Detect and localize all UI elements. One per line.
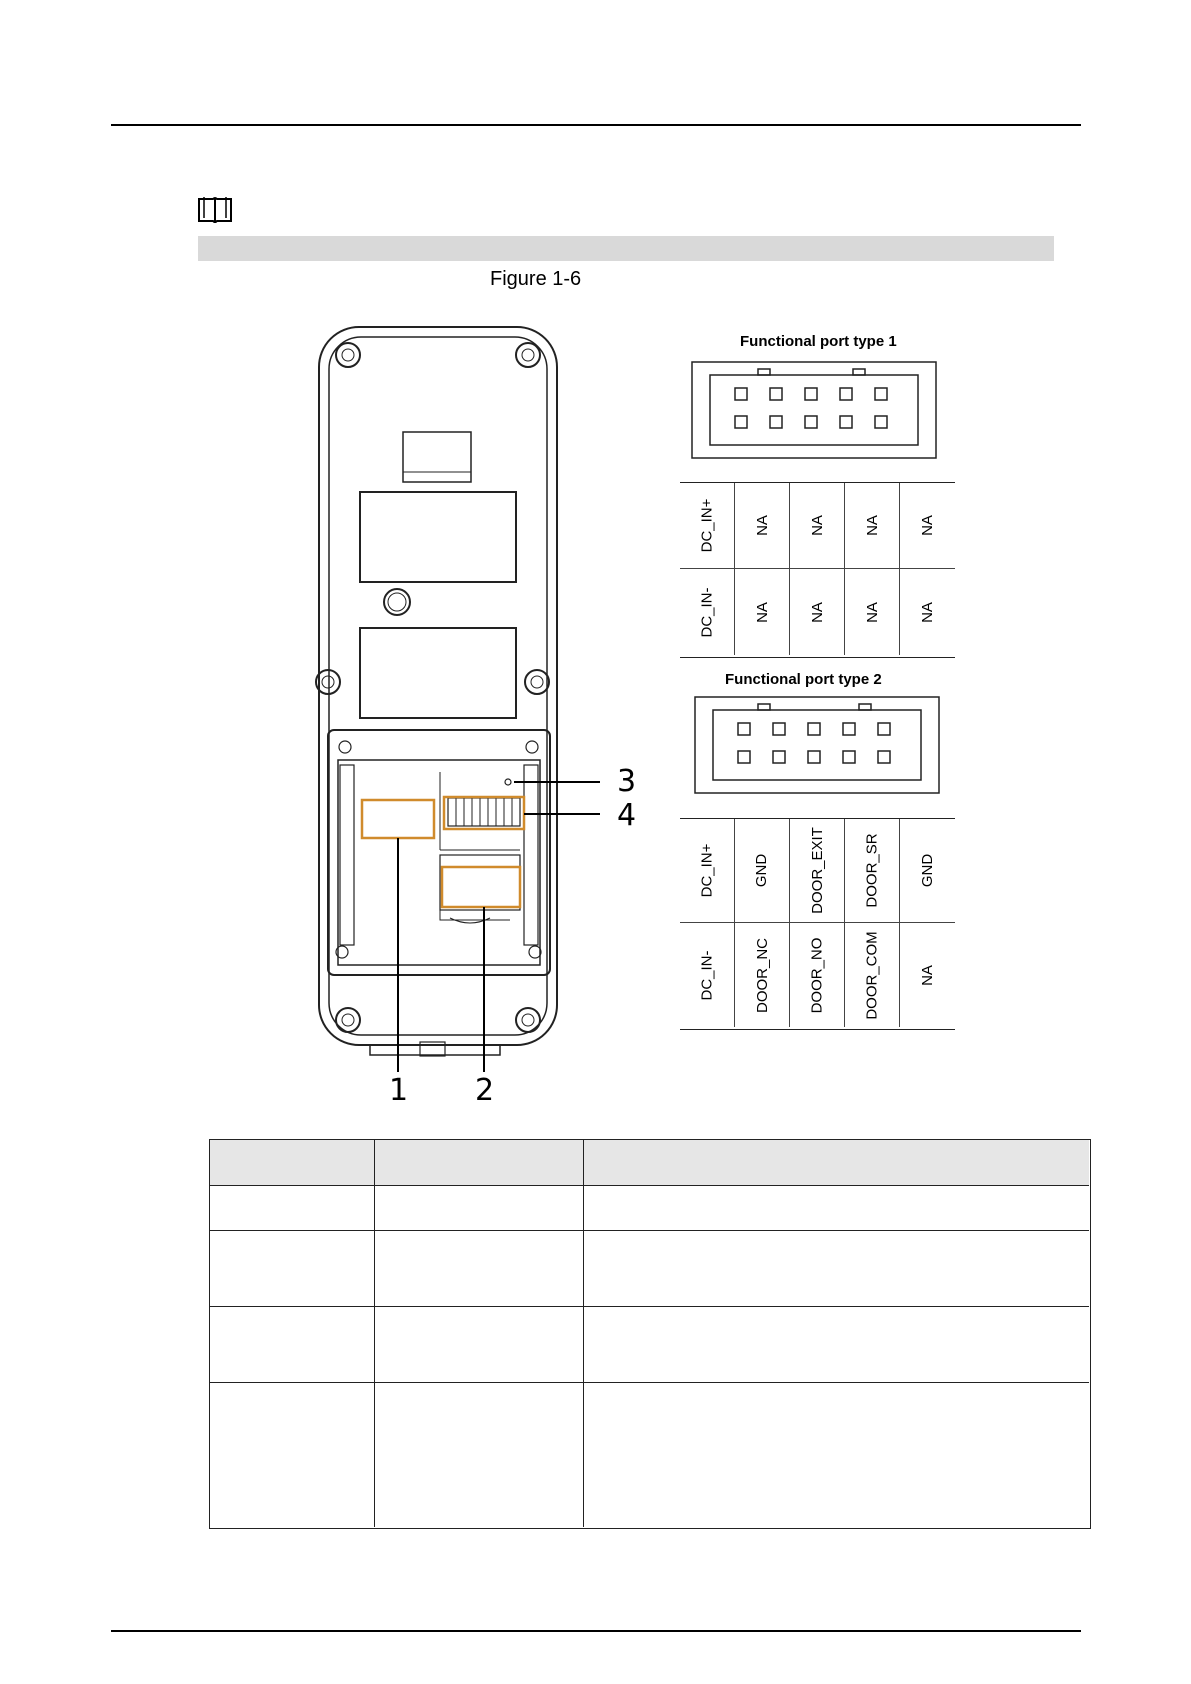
callout-1: 1 (389, 1073, 409, 1108)
pin-cell: NA (900, 483, 955, 569)
port-type-1-pin-table (680, 482, 955, 658)
pin-cell: DOOR_NO (790, 923, 845, 1027)
pin-cell: DOOR_SR (845, 819, 900, 923)
figure-caption: Figure 1-6 (490, 268, 582, 290)
port-type-1-connector (690, 360, 940, 460)
table-row (210, 1382, 1089, 1527)
footer-rule (111, 1630, 1081, 1632)
pin-cell: NA (735, 569, 790, 655)
port-type-2-pin-table (680, 818, 955, 1030)
pin-cell: DOOR_EXIT (790, 819, 845, 923)
pin-cell: NA (735, 483, 790, 569)
pin-cell: DOOR_NC (735, 923, 790, 1027)
port-type-2-connector (693, 695, 943, 795)
table-row (210, 1230, 1089, 1307)
note-bar (198, 236, 1054, 261)
port-type-2-title: Functional port type 2 (725, 671, 882, 688)
pin-cell: GND (900, 819, 955, 923)
pin-cell: DC_IN+ (680, 483, 735, 569)
pin-cell: DC_IN+ (680, 819, 735, 923)
table-row (210, 1185, 1089, 1231)
pin-cell: NA (919, 601, 936, 623)
pin-cell: NA (845, 483, 900, 569)
device-rear-diagram (300, 320, 640, 1110)
pin-cell: NA (919, 964, 936, 986)
table-col-divider (583, 1140, 584, 1527)
callout-2: 2 (475, 1073, 495, 1108)
table-row (210, 1306, 1089, 1383)
pin-cell: DC_IN- (680, 569, 735, 655)
pin-cell: GND (735, 819, 790, 923)
pin-cell: NA (845, 569, 900, 655)
table-header-row (210, 1140, 1089, 1186)
pin-cell: DOOR_COM (845, 923, 900, 1027)
book-icon (196, 195, 234, 225)
callout-3: 3 (617, 764, 637, 799)
header-rule (111, 124, 1081, 126)
pin-cell: NA (790, 483, 845, 569)
port-type-1-title: Functional port type 1 (740, 333, 897, 350)
pin-cell: NA (790, 569, 845, 655)
description-table (209, 1139, 1091, 1529)
pin-cell: DC_IN- (680, 923, 735, 1027)
table-col-divider (374, 1140, 375, 1527)
callout-4: 4 (617, 798, 637, 833)
